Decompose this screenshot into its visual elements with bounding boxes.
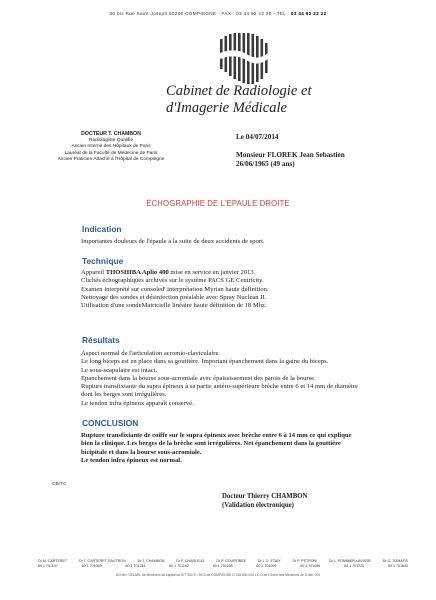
body-line: Aspect normal de l'articulation acromio-claviculaire. — [81, 350, 221, 357]
footer-doctor-name: Dr P. COURTIBEE — [216, 559, 246, 563]
device-name: THOSHIBA Aplio 400 — [105, 269, 169, 276]
doctor-name: DOCTEUR T. CHAMBON — [81, 131, 141, 137]
cabinet-title — [166, 83, 436, 117]
body-line: Clichés échographiques archivés sur le système PACS GE Centricity. — [81, 277, 264, 285]
patient-dob: 26/06/1965 (49 ans) — [236, 160, 295, 168]
signature-note: (Validation électronique) — [222, 501, 294, 509]
cabinet-title-line2: d'Imagerie Médicale — [166, 100, 288, 116]
patient-block — [236, 133, 426, 169]
doctor-credential-line: Ancien Praticien Attaché à l'Hôpital de Compiègne — [57, 157, 165, 163]
footer-phone: 60 1 701640 — [388, 564, 408, 568]
phone-number: 03 44 92 22 22 — [290, 11, 327, 16]
address-text: 86 bis Rue Saint Joseph 60200 COMPIEGNE - FAX : 03 44 92 22 20 - TEL : — [109, 11, 290, 16]
footer-legal: ACNM • SELARL de Médecins au capital de 577 500 € • RCS de COMPIEGNE D 318 800 000 • C.O.de l'Ordre des Médecins de l'Oise: 001 — [115, 573, 321, 577]
section-title-technique: Technique — [82, 256, 124, 266]
doctor-credential-line: Radiologiste Qualifié — [89, 137, 133, 143]
radiology-stripes-logo-icon — [218, 33, 270, 87]
doctor-credential-line: Ancien Interne des Hôpitaux de Paris — [71, 144, 151, 150]
body-line: Le tendon infra épineux est normal. — [81, 456, 182, 464]
footer-doctors — [38, 559, 408, 569]
footer-phone: 60 1 701147 — [38, 564, 58, 568]
section-body-resultats — [81, 350, 426, 408]
body-line: Importantes douleurs de l'épaule à la suite de deux accidents de sport. — [81, 238, 265, 245]
exam-title: ÉCHOGRAPHIE DE L'EPAULE DROITE — [146, 199, 290, 208]
header-address — [0, 11, 436, 16]
signature-name: Docteur Thierry CHAMBON — [222, 493, 308, 500]
body-line: Examen interprété sur consoled' interprétation Myrian haute définition. — [81, 285, 269, 293]
device-suffix: mise en service en janvier 2013. — [168, 269, 256, 276]
footer-phone: 60 1 701099 — [256, 564, 277, 568]
body-line: Rupture transfixiante de coiffe sur le supra épineux avec brèche entre 6 à 14 mm ce qui explique — [81, 432, 352, 439]
section-title-conclusion: CONCLUSION — [82, 418, 139, 428]
section-body-conclusion — [81, 432, 426, 465]
footer-phone: 60 1 701069 — [81, 564, 102, 568]
doctor-credential-line: Lauréat de la Faculté de Médecine de Paris — [64, 150, 158, 156]
body-line: bicipitale et dans la bourse sous-acromiale. — [81, 448, 202, 456]
footer-doctor-name: Dr L.O. ETAIX — [257, 559, 281, 563]
doctor-credentials — [26, 131, 196, 164]
footer-doctor-name: Dr F. CHARLEUX — [176, 559, 205, 563]
footer-doctor-name: Dr M. CARTERET — [38, 559, 68, 563]
section-body-indication — [81, 238, 426, 246]
footer-phones-row — [38, 564, 408, 569]
footer-phone: 60 1 701723 — [344, 564, 365, 568]
body-line: Le sous-scapulaire est intact. — [81, 366, 158, 374]
section-title-indication: Indication — [82, 224, 122, 234]
body-line: Rupture transfixiante du supra épineux à sa partie antéro-supérieure brèche entre 6 et 14 mm de diamètre — [81, 383, 358, 391]
footer-doctor-name: Dr P. PETRONI — [292, 559, 318, 563]
typist-initials: CB/TC — [52, 482, 67, 487]
signature-block — [222, 493, 307, 511]
section-body-technique — [81, 269, 426, 310]
body-line: bien la clinique. Les berges de la brèche sont irrégulières. Net épanchement dans la gouttière — [81, 440, 341, 448]
report-date: Le 04/07/2014 — [236, 133, 279, 141]
footer-doctor-name: Dr L. POMMIER-LAVISSE — [329, 559, 371, 563]
footer-doctor-name: Dr T. CARTERET GAUTRON — [78, 559, 126, 563]
footer-phone: 60 1 701154 — [125, 564, 146, 568]
footer-phone: 60 1 701168 — [212, 564, 233, 568]
body-line: Nettoyage des sondes et désinfection préalable avec Spray Nucléan II. — [81, 293, 267, 301]
footer-phone: 60 1 701086 — [300, 564, 321, 568]
body-line: Le long biceps est en place dans sa gouttière. Important épanchement dans la gaine du biceps. — [81, 358, 329, 366]
body-line: Le tendon infra épineux apparaît conservé. — [81, 399, 194, 407]
footer-doctor-name: Dr T. CHAMBON — [137, 559, 165, 563]
footer-doctor-name: Dr G. TOMATIS — [382, 559, 408, 563]
cabinet-title-line1: Cabinet de Radiologie et — [166, 83, 312, 99]
body-line: Utilisation d'une sondeMatricielle linéaire haute définition de 18 Mhz. — [81, 302, 267, 310]
device-prefix: Appareil — [81, 269, 106, 276]
body-line — [81, 269, 426, 277]
footer-phone: 60 1 701162 — [169, 564, 189, 568]
section-title-resultats: Résultats — [82, 335, 120, 345]
body-line: Epanchement dans la bourse sous-acromiale avec épaississement des parois de la bourse. — [81, 374, 316, 382]
patient-name: Monsieur FLOREK Jean Sebastien — [236, 151, 345, 159]
body-line: dont les berges sont irrégulières. — [81, 391, 167, 399]
